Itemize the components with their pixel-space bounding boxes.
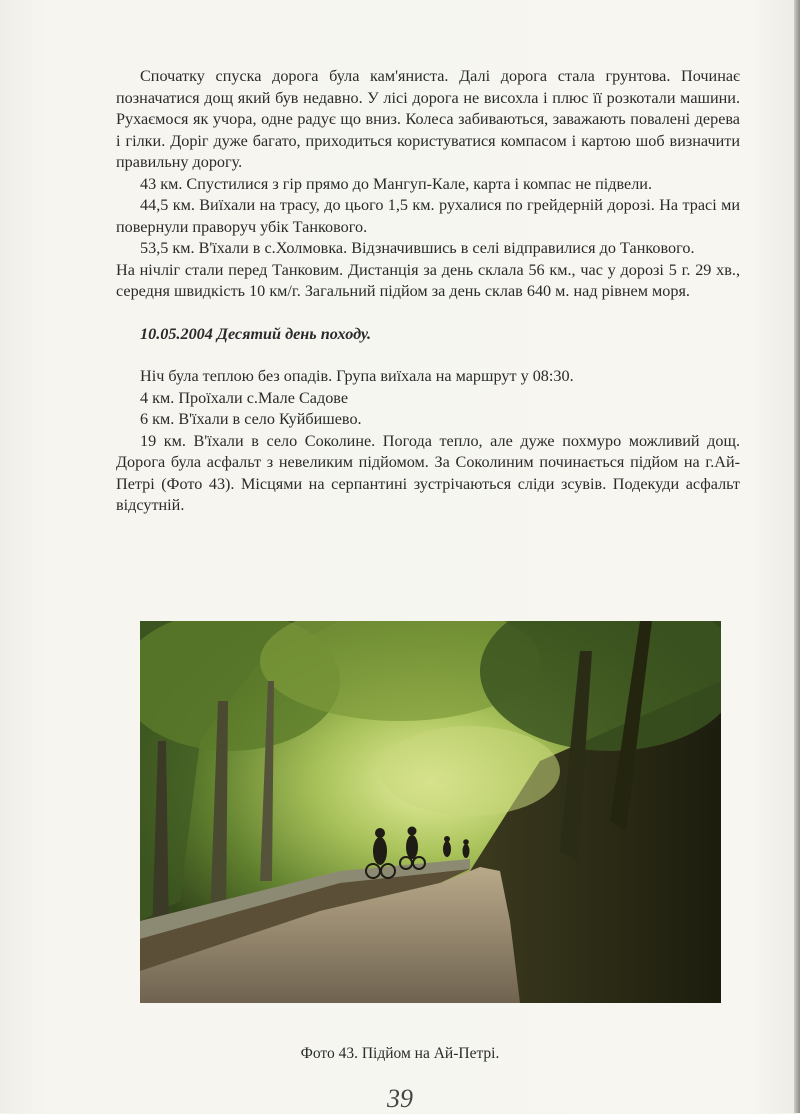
paragraph: Спочатку спуска дорога була кам'яниста. Далі дорога стала грунтова. Починає позначатися дощ який був недавно. У лісі дорога не висохла і плюс її розкотали машини. Рухаємося як учора, одне радує що вниз. Колеса забиваються, заважають повалені дерева і гілки. Доріг дуже багато, приходиться користуватися компасом і картою шоб визначити правильну дорогу. <box>116 67 740 171</box>
body-text <box>116 66 740 517</box>
paragraph: 4 км. Проїхали с.Мале Садове <box>140 388 349 407</box>
paragraph: 43 км. Спустилися з гір прямо до Мангуп-Кале, карта і компас не підвели. <box>140 174 652 193</box>
paragraph: 19 км. В'їхали в село Соколине. Погода тепло, але дуже похмуро можливий дощ. Дорога була асфальт з невеликим підйомом. За Соколиним починається підйом на г.Ай-Петрі (Фото 43). Місцями на серпантині зустрічаються сліди зсувів. Подекуди асфальт відсутній. <box>116 431 740 514</box>
paragraph: 44,5 км. Виїхали на трасу, до цього 1,5 км. рухалися по грейдерній дорозі. На трасі ми повернули праворуч убік Танкового. <box>116 196 740 236</box>
paragraph: 6 км. В'їхали в село Куйбишево. <box>140 410 362 428</box>
paragraph: Ніч була теплою без опадів. Група виїхала на маршрут у 08:30. <box>140 367 574 385</box>
section-heading: 10.05.2004 Десятий день походу. <box>140 324 372 343</box>
forest-road-photo <box>140 621 721 1003</box>
paragraph: На нічліг стали перед Танковим. Дистанція за день склала 56 км., час у дорозі 5 г. 29 хв., середня швидкість 10 км/г. Загальний підйом за день склав 640 м. над рівнем моря. <box>116 260 740 300</box>
paragraph: 53,5 км. В'їхали в с.Холмовка. Відзначившись в селі відправилися до Танкового. <box>140 239 695 257</box>
photo-caption: Фото 43. Підйом на Ай-Петрі. <box>300 1045 500 1062</box>
page-edge-shadow <box>794 0 800 1113</box>
page-number: 39 <box>387 1084 413 1113</box>
